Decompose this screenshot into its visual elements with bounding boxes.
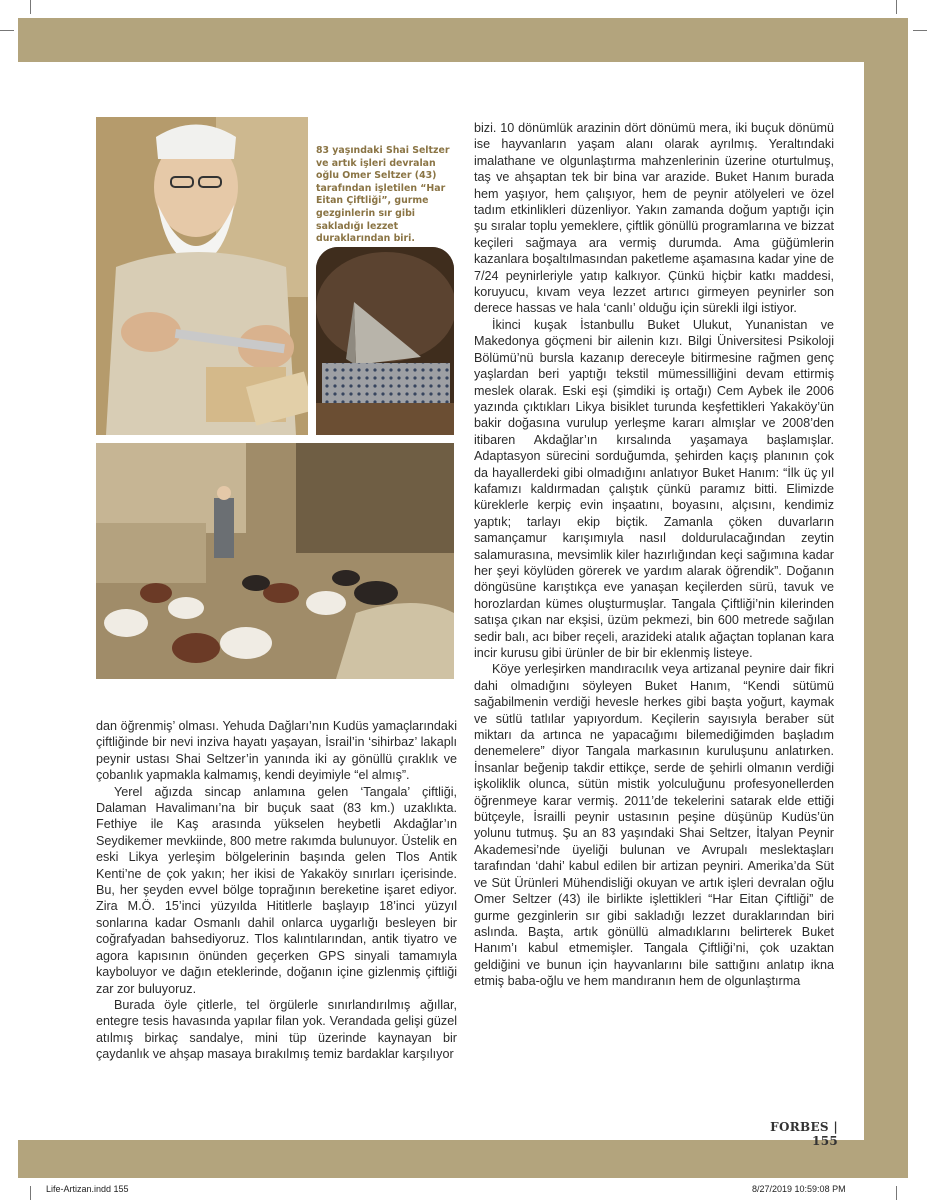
cheese-illustration [316,247,454,435]
crop-mark [30,0,31,14]
crop-mark [896,1186,897,1200]
photo-caption: 83 yaşındaki Shai Seltzer ve artık işleri devralan oğlu Omer Seltzer (43) tarafından işletilen “Har Eitan Çiftliği”, gurme gezginlerin sır gibi sakladığı lezzet duraklarından biri. [316,145,450,245]
page-frame-top [18,18,908,62]
body-column-left [96,718,457,1063]
paragraph: bizi. 10 dönümlük arazinin dört dönümü mera, iki buçuk dönümü ise hayvanların yaşam alanı olarak ayrılmış. Yeraltındaki imalathane ve olgunlaştırma mahzenlerinin üzerine oturtulmuş, taş ve ahşaptan tek bir bina var arazide. Buket Hanım burada hem yaşıyor, hem çalışıyor, hem de peynir atölyeleri ve özel tadım etkinlikleri düzenliyor. Yakın zamanda doğum yaptığı için şu sıralar toplu yemeklere, çiftlik gönüllü programlarına ve bizzat keçileri sağmaya ara vermiş durumda. Ama güğümlerin kazanlara boşaltılmasından paketleme aşamasına kadar yine de 7/24 peynirleriyle yatıp kalkıyor. Çünkü hiçbir katkı maddesi, koruyucu, kıvam veya lezzet artırıcı girmeyen peynirler son derece hassas ve hala ‘canlı’ olduğu için sürekli ilgi istiyor. [474,121,834,316]
page-frame-right [864,18,908,1142]
print-slug-timestamp: 8/27/2019 10:59:08 PM [752,1184,846,1194]
page-folio: FORBES | 155 [770,1120,838,1148]
goats-illustration [96,443,454,679]
cheesemaker-illustration [96,117,308,435]
photo-goat-herd [96,443,454,679]
paragraph: dan öğrenmiş’ olması. Yehuda Dağları’nın Kudüs yamaçlarındaki çiftliğinde bir nevi inziva hayatı yaşayan, İsrail’in ‘sihirbaz’ lakaplı peynir ustası Shai Seltzer’in yanında iki ay gönüllü çıraklık ve çobanlık yapmakla kalmamış, kendi deyimiyle “el almış”. [96,719,457,783]
crop-mark [30,1186,31,1200]
paragraph: Yerel ağızda sincap anlamına gelen ‘Tangala’ çiftliği, Dalaman Havalimanı’na bir buçuk saat (83 km.) uzaklıkta. Fethiye ile Kaş arasında yükselen heybetli Akdağlar’ın Seydikemer mevkiinde, 800 metre rakımda bulunuyor. Üstelik en eski Likya yerleşim bölgelerinin başında gelen Tlos Antik Kenti’ne de çok yakın; her ikisi de Yakaköy sınırları içerisinde. Bu, her şeyden evvel bölge toprağının bereketine işaret ediyor. Zira M.Ö. 15’inci yüzyılda Hititlerle başlayıp 18’inci yüzyıl sonlarına kadar Osmanlı dahil onlarca uygarlığı besleyen bir coğrafyadan bahsediyoruz. Tlos kalıntılarından, antik tiyatro ve agora kapısının önünden geçerken GPS sinyali tamamıyla kayboluyor ve dağın eteklerinde, doğanın içine gizlenmiş çiftliği zar zor buluyoruz. [96,784,457,996]
paragraph: Burada öyle çitlerle, tel örgülerle sınırlandırılmış ağıllar, entegre tesis havasında yapılar filan yok. Verandada gelişi güzel atılmış birkaç sandalye, mini tüp üzerinde kaynayan bir çaydanlık ve ahşap masaya bırakılmış temiz bardaklar karşılıyor [96,997,457,1062]
crop-mark [896,0,897,14]
print-slug-file: Life-Artizan.indd 155 [46,1184,129,1194]
paragraph: Köye yerleşirken mandıracılık veya artizanal peynire dair fikri dahi olmadığını söyleyen Buket Hanım, “Kendi sütümü sağabilmenin verdiği hevesle herkes gibi başta yoğurt, kaymak ve sütlü tatlılar yapıyordum. Keçilerin sayısıyla beraber süt miktarı da artınca ne yapacağımı bilemediğimden başladım denemelere” diyor Tangala markasının kuruluşunu anlatırken. İnsanlar beğenip takdir ettikçe, serde de şehirli olmanın verdiği işkoliklik olunca, sütün mistik yolculuğunu profesyonellerden öğrenmeye karar vermiş. 2011’de tekelerini satarak elde ettiği bütçeyle, İsrailli peynir ustasının peşine düşünüp Kudüs’ün yolunu tutmuş. Şu an 83 yaşındaki Shai Seltzer, İtalyan Peynir Akademesi’nde üyeliği bulunan ve Avrupalı meslektaşları tarafından ‘dahi’ kabul edilen bir artizan peyniri. Amerika’da Süt ve Süt Ürünleri Mühendisliği okuyan ve artık işleri devralan oğlu Omer Seltzer (43) ile birlikte işlettikleri “Har Eitan Çiftliği” de gurme gezginlerin sır gibi sakladığı lezzet duraklarından biri aslında. Başta, artık gönüllü almadıklarını belirterek Buket Hanım’ı kabul etmemişler. Tangala Çiftliği’ni, çok uzaktan geldiğini ve bunun için hayvanlarını bile sattığını anlatıp ikna etmiş baba-oğlu ve hem mandıranın hem de olgunlaştırma [474,662,834,989]
photo-cheesemaker [96,117,308,435]
paragraph: İkinci kuşak İstanbullu Buket Ulukut, Yunanistan ve Makedonya göçmeni bir ailenin kızı. Bilgi Üniversitesi Psikoloji Bölümü’nü bursla kazanıp dereceyle bitirmesine rağmen genç yaşlardan beri yaptığı tekstil mümessilliğini devam ettirmiş meslek olarak. Eski eşi (şimdiki iş ortağı) Cem Aybek ile 2006 yazında çıktıkları Likya bisiklet turunda keşfettikleri Yakaköy’ün bakir doğasına vurulup yerleşme kararı almışlar ve 2008’den itibaren Akdağlar’ın kırsalında yaşamaya başlamışlar. Adaptasyon sürecini sorduğumda, şehirden kaçış planının çok da hayallerdeki gibi olmadığını anlatıyor Buket Hanım: “İlk üç yıl kafamızı kaldırmadan çalıştık çünkü paramız bitti. Elimizde küreklerle kerpiç evin inşaatını, boyasını, alçısını, kendimiz yaptık; tarlayı ekip biçtik. Zamanla çöken duvarların samançamur karışımıyla nasıl doldurulacağından zeytin salamurasına, mevsimlik kiler hazırlığından keçi sağımına kadar her şeyi köylüden görerek ve yardım alarak öğrendik”. Doğanın döngüsüne karıştıkça eve yanaşan keçilerden sürü, tavuk ve horozlardan kümes oluşturmuşlar. Tangala Çiftliği’nin kilerinden satışa çıkan nar ekşisi, üzüm pekmezi, bin 600 metrede sağılan sedir balı, acı biber reçeli, arazideki atalık ağaçtan toplanan kara incir kurusu gibi ürünler de bir bir eklenmiş listeye. [474,317,834,660]
photo-cheese-wedge [316,247,454,435]
crop-mark [0,30,14,31]
page-frame-bottom [18,1140,908,1178]
body-column-right [474,120,834,990]
crop-mark [913,30,927,31]
